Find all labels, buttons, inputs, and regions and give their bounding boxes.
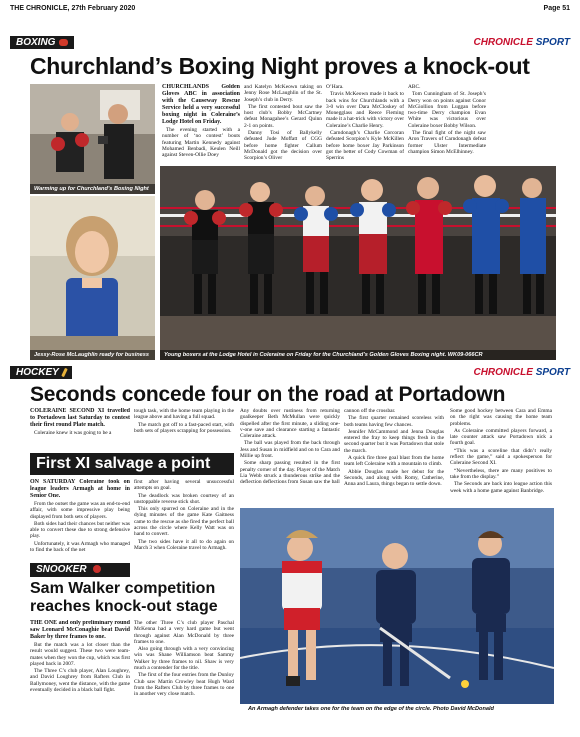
hockey-tag: HOCKEY <box>10 366 72 379</box>
hockey-stick-icon <box>61 368 68 377</box>
snooker-article-col2: The other Three C’s club player Paschal McKenna had a very hard game but went through against Alan McDonald by three frames to one. Also going through with a very convincing win was Shane Williamson beat Sammy Walker by three frames to nil. Shaw is very much a contender for the title. The first of the four entries from the Dunloy Club saw Martin Crowley beat Hugh Ward from the Rafters Club by three frames to one in another very close match. <box>134 620 234 698</box>
hockey-article-col4: cannon off the crossbar. The first quarter remained scoreless with both teams having few chances. Jennifer McCammond and Jenna Douglas entered the fray to keep things fresh in the second quarter but it was Portadown that stole the march. A quick fire three goal blast from the home team left Coleraine with a mountain to climb. Abbie Douglas made her debut for the Seconds, and along with Romy, Catherine, Anna and Laura, things began to settle down. <box>344 408 444 488</box>
hockey-article-col2: tough task, with the home team playing in the league above and having a full squad. The match got off to a fast-paced start, with both sets of players scrapping for possession. <box>134 408 234 434</box>
paper-dateline: THE CHRONICLE, 27th February 2020 <box>10 5 136 12</box>
boxing-headline: Churchland’s Boxing Night proves a knock-out <box>30 53 530 79</box>
boxing-article-col3: O’Hara. Travis McKeown made it back to back wins for Churchlands with a 3-0 win over Dara McCloskey of Monegglass and Reece Fleming made it a hat-trick with victory over Coleraine’s Charlie Henry. Carndonagh’s Charlie Corcoran defeated Scorpion’s Kyle McKillen before home boxer Jay Parkinson got the better of Cody Cowman of Sperrins <box>326 84 404 162</box>
boxing-warmup-photo <box>30 84 155 194</box>
boxing-article-col4: ABC. Tom Cunningham of St. Joseph’s Derry won on points against Conor McGiollion from Luggan before two-time Derry champion Evan White was victorious over Coleraine boxer Bobby Wilson. The final fight of the night saw Aron Travers of Carndonagh defeat former Ulster Intermediate champion Simon McElhinney. <box>408 84 486 155</box>
chronicle-sport-logo-2: CHRONICLE SPORT <box>473 367 570 378</box>
snooker-article-col1: THE ONE and only preliminary round saw Leonard McConaghie beat David Baker by three frames to one. But the match was a lot closer than the result would suggest. These two were team-mates when they won the cup, which was first played back in 2007. The Three C’s club player, Alan Loughrey, and David Loughrey from Rafters Club in Ballymoney, went the distance, with the game eventually decided in a black ball fight. <box>30 620 130 694</box>
boxing-article-col2: and Katelyn McKeown taking on Jenny Rose McLaughlin of the St. Joseph’s club in Derry. The first contested bout saw the host club’s Bobby McCartney defeat Monagahee’s Gerard Quinn 2-1 on points. Danny Tosi of Ballykelly defeated Jude Moffatt of CGG before home fighter Callum McDonald got the decision over Scorpion’s Oliver <box>244 84 322 162</box>
hockey-action-photo <box>240 508 554 704</box>
warmup-image <box>30 84 155 194</box>
boxing-article-col1: CHURCHLANDS Golden Gloves ABC in association with the Causeway Rescue Service held a very successful boxing night in Coleraine’s Lodge Hotel on Friday. The evening started with a number of ‘no contest’ bouts featuring Martin Kennedy against Mohamed Benbadi, Keulen Neill against Steven-Ollie Doey <box>162 84 240 159</box>
hockey-photo-caption: An Armagh defender takes one for the team on the edge of the circle. Photo David McDonald <box>248 706 494 712</box>
first-xi-col2: first after having several unsuccessful attempts on goal. The deadlock was broken courtesy of an unstoppable reverse stick shot. This only spurred on Coleraine and in the dying minutes of the game Kate Gaitness came to the rescue as she fired the perfect ball across the circle where Kelly Watt was on hand to convert. The two sides have it all to do again on March 3 when Coleraine travel to Armagh. <box>134 479 234 551</box>
hockey-headline: Seconds concede four on the road at Portadown <box>30 383 506 406</box>
page-number: Page 51 <box>543 5 570 12</box>
first-xi-headline: First XI salvage a point <box>30 453 234 475</box>
snooker-ball-icon <box>93 565 101 573</box>
jessy-rose-photo <box>30 196 155 360</box>
hockey-article-col5: Some good hockey between Cara and Emma on the right was causing the home team problems. As Coleraine committed players forward, a late counter attack saw Portadown nick a fourth goal. “This was a scoreline that didn’t really reflect the game,” said a spokesperson for Coleraine Second XI. “Nevertheless, there are many positives to take from the display.” The Seconds are back into league action this week with a home game against Banbridge. <box>450 408 552 494</box>
hockey-article-col1: COLERAINE SECOND XI travelled to Portadown last Saturday to contest their first round Plate match. Coleraine knew it was going to be a <box>30 408 130 436</box>
warmup-photo-caption: Warming up for Churchland’s Boxing Night <box>30 184 155 194</box>
hockey-section-bar <box>10 366 570 381</box>
boxing-section-bar <box>10 36 570 51</box>
boxing-tag: BOXING <box>10 36 74 49</box>
first-xi-col1: ON SATURDAY Coleraine took on league leaders Armagh at home in Senior One. From the outset the game was an end-to-end affair, with some impressive play being displayed from both sets of players. Both sides had their chances but neither was able to convert these due to strong defensive play. Unfortunately, it was Armagh who managed to find the back of the net <box>30 479 130 554</box>
young-boxers-image <box>160 166 556 360</box>
jessy-rose-image <box>30 196 155 360</box>
page-header <box>10 3 570 15</box>
young-boxers-caption: Young boxers at the Lodge Hotel in Coleraine on Friday for the Churchland’s Golden Gloves Boxing night. WK09-066CR <box>160 350 556 360</box>
boxing-glove-icon <box>59 39 68 46</box>
snooker-headline: Sam Walker competition reaches knock-out stage <box>30 580 218 615</box>
chronicle-sport-logo: CHRONICLE SPORT <box>473 37 570 48</box>
young-boxers-photo <box>160 166 556 360</box>
jessy-rose-caption: Jessy-Rose McLaughlin ready for business <box>30 350 155 360</box>
hockey-article-col3: Any doubts over rustiness from returning goalkeeper Beth McMullan were quickly dispelled after the first minute, a sliding one-v-one save and clearance starting a fantastic Coleraine attack. The ball was played from the back through Jess and Susan in midfield and on to Cara and Millie up front. Some sharp passing resulted in the first penalty corner of the day. Player of the Match Lia Webb struck a thunderous strike and the deflection deflections from Susan saw the ball <box>240 408 340 486</box>
hockey-action-image <box>240 508 554 704</box>
snooker-tag: SNOOKER <box>30 563 130 577</box>
